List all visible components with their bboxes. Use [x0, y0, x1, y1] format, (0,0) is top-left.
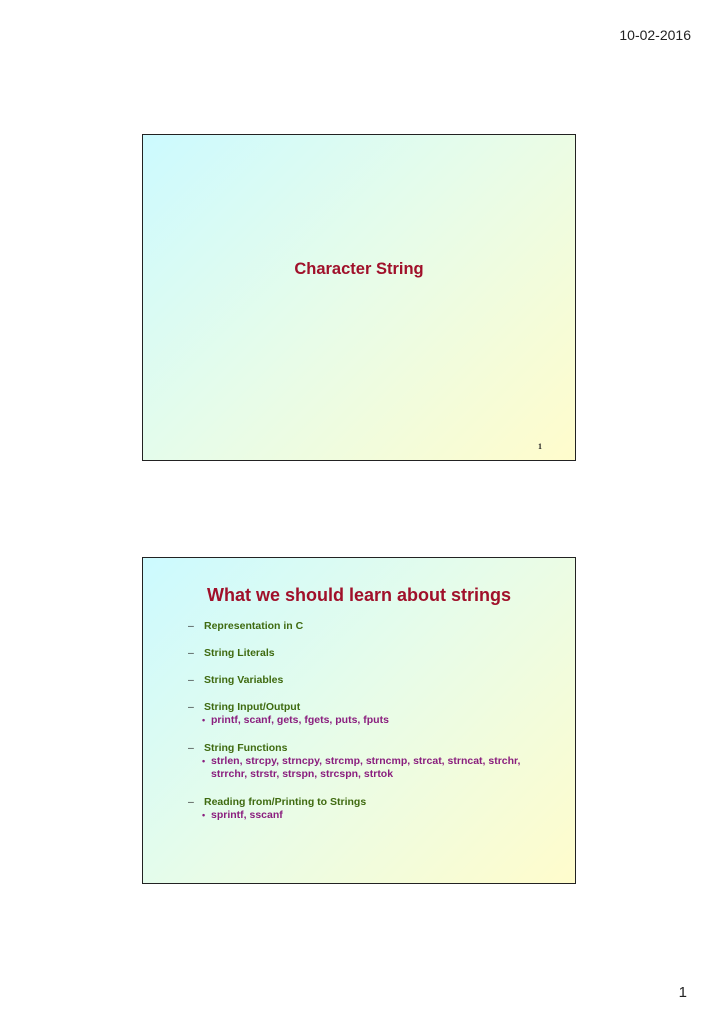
sub-bullet-item: • sprintf, sscanf	[188, 809, 555, 822]
slide-heading: What we should learn about strings	[206, 585, 512, 605]
bullet-item: – Reading from/Printing to Strings	[188, 796, 555, 808]
slide-content-card	[142, 557, 576, 884]
bullet-item: – String Input/Output	[188, 701, 555, 713]
bullet-group	[188, 796, 555, 822]
bullet-item: – String Variables	[188, 674, 283, 686]
slide-title-card	[142, 134, 576, 461]
sub-bullet-item: • printf, scanf, gets, fgets, puts, fputs	[188, 714, 555, 727]
sub-bullet-item: • strlen, strcpy, strncpy, strcmp, strncmp, strcat, strncat, strchr, strrchr, strstr, strspn, strcspn, strtok	[188, 755, 531, 780]
bullet-item: – Representation in C	[188, 620, 303, 632]
bullet-group	[188, 701, 555, 727]
slide-title: Character String	[294, 260, 424, 278]
bullet-item: – String Functions	[188, 742, 555, 754]
page-date: 10-02-2016	[619, 27, 691, 43]
page-number: 1	[678, 984, 687, 1001]
slide-number: 1	[538, 442, 542, 451]
bullet-item: – String Literals	[188, 647, 275, 659]
bullet-group	[188, 742, 555, 780]
